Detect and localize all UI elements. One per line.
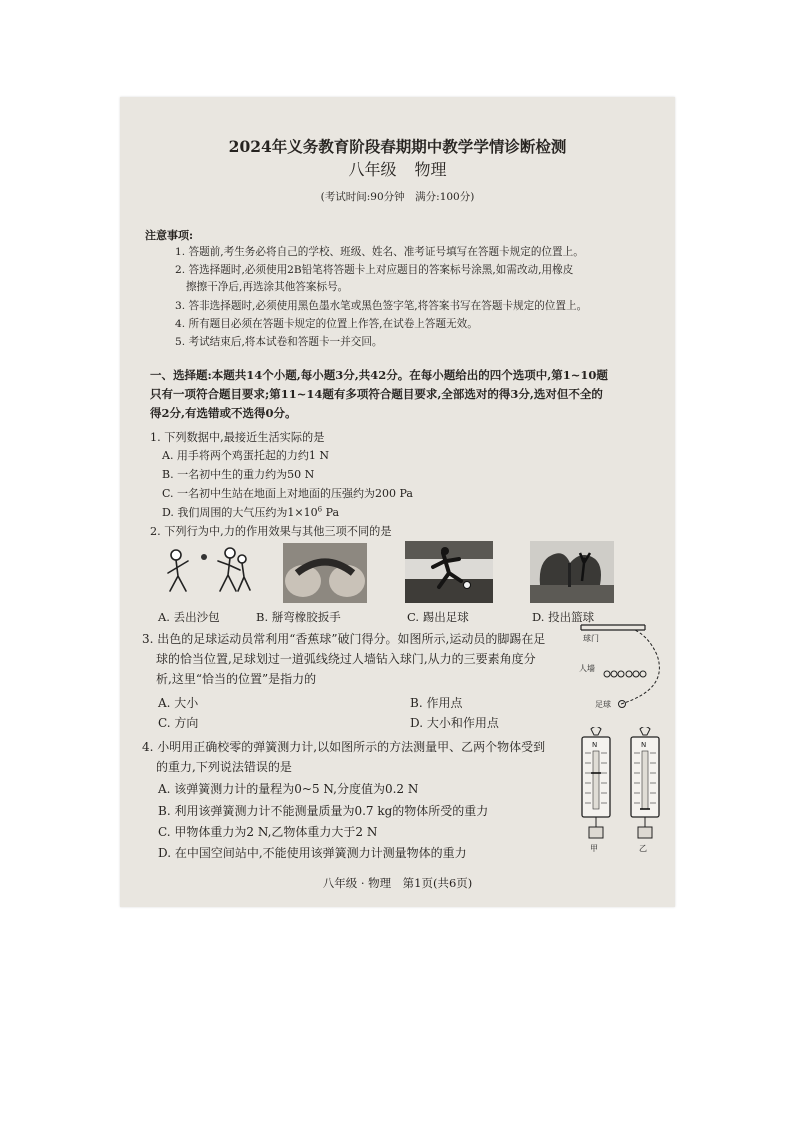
q4-option-a: A. 该弹簧测力计的量程为0~5 N,分度值为0.2 N [158,782,419,796]
q1-option-c: C. 一名初中生站在地面上对地面的压强约为200 Pa [162,487,413,500]
exam-info: (考试时间:90分钟 满分:100分) [320,191,475,203]
notice-item: 5. 考试结束后,将本试卷和答题卡一并交回。 [175,336,383,348]
rubber-wrench-image [283,543,367,603]
q4-option-b: B. 利用该弹簧测力计不能测量质量为0.7 kg的物体所受的重力 [158,804,489,818]
notice-heading: 注意事项: [145,229,194,242]
q3-option-a: A. 大小 [158,696,199,710]
section-instruction: 一、选择题:本题共14个小题,每小题3分,共42分。在每小题给出的四个选项中,第1~10题 [150,368,608,382]
subject-label: 物理 [414,160,447,179]
q3-option-c: C. 方向 [158,716,199,730]
page-footer: 八年级 · 物理 第1页(共6页) [322,876,473,890]
section-instruction: 得2分,有选错或不选得0分。 [150,406,297,420]
q1-option-b: B. 一名初中生的重力约为50 N [162,468,315,481]
notice-item: 擦擦干净后,再选涂其他答案标号。 [186,281,349,293]
notice-item: 4. 所有题目必须在答题卡规定的位置上作答,在试卷上答题无效。 [175,318,478,330]
section-instruction: 只有一项符合题目要求;第11~14题有多项符合题目要求,全部选对的得3分,选对但不全的 [150,387,603,401]
q2-stem: 2. 下列行为中,力的作用效果与其他三项不同的是 [150,525,392,538]
q4-option-c: C. 甲物体重力为2 N,乙物体重力大于2 N [158,825,378,839]
scale-unit-label: N [641,741,647,749]
notice-item: 2. 答选择题时,必须使用2B铅笔将答题卡上对应题目的答案标号涂黑,如需改动,用橡皮 [175,264,574,276]
jia-label: 甲 [590,844,598,853]
grade-label: 八年级 [348,160,397,179]
notice-item: 3. 答非选择题时,必须使用黑色墨水笔或黑色签字笔,将答案书写在答题卡规定的位置上。 [175,300,588,312]
banana-kick-diagram [575,619,670,714]
q1-option-d-base: D. 我们周围的大气压约为1×10 [162,506,318,519]
q2-option-c: C. 踢出足球 [407,610,469,624]
q1-option-a: A. 用手将两个鸡蛋托起的力约1 N [162,449,330,462]
sandbag-throw-image [158,543,258,601]
spring-scale-jia-diagram [576,727,616,855]
scale-unit-label: N [592,741,598,749]
q2-option-b: B. 掰弯橡胶扳手 [256,610,341,624]
exam-subtitle [120,157,675,180]
q3-option-d: D. 大小和作用点 [410,716,499,730]
q1-stem: 1. 下列数据中,最接近生活实际的是 [150,431,325,444]
kick-football-image [405,541,493,603]
notice-item: 1. 答题前,考生务必将自己的学校、班级、姓名、准考证号填写在答题卡规定的位置上。 [175,246,584,258]
q1-option-d-unit: Pa [322,506,340,519]
ball-label: 足球 [595,700,611,709]
q3-stem-line: 3. 出色的足球运动员常利用“香蕉球”破门得分。如图所示,运动员的脚踢在足 [142,632,546,646]
q2-option-a: A. 丢出沙包 [158,610,220,624]
yi-label: 乙 [639,844,647,853]
q1-option-d-exponent: 6 [317,505,323,514]
q1-option-d [162,504,339,520]
shoot-basketball-image [530,541,614,603]
q4-option-d: D. 在中国空间站中,不能使用该弹簧测力计测量物体的重力 [158,846,467,860]
q3-option-b: B. 作用点 [410,696,463,710]
q3-stem-line: 析,这里“恰当的位置”是指力的 [156,672,317,686]
spring-scale-yi-diagram [625,727,665,855]
q4-stem-line: 的重力,下列说法错误的是 [156,760,292,774]
q4-stem-line: 4. 小明用正确校零的弹簧测力计,以如图所示的方法测量甲、乙两个物体受到 [142,740,546,754]
q2-option-d: D. 投出篮球 [532,610,595,624]
exam-title: 2024年义务教育阶段春期期中教学学情诊断检测 [228,137,567,156]
goal-label: 球门 [583,634,599,643]
exam-page [120,97,675,907]
wall-label: 人墙 [579,664,595,673]
q3-stem-line: 球的恰当位置,足球划过一道弧线绕过人墙钻入球门,从力的三要素角度分 [156,652,536,666]
